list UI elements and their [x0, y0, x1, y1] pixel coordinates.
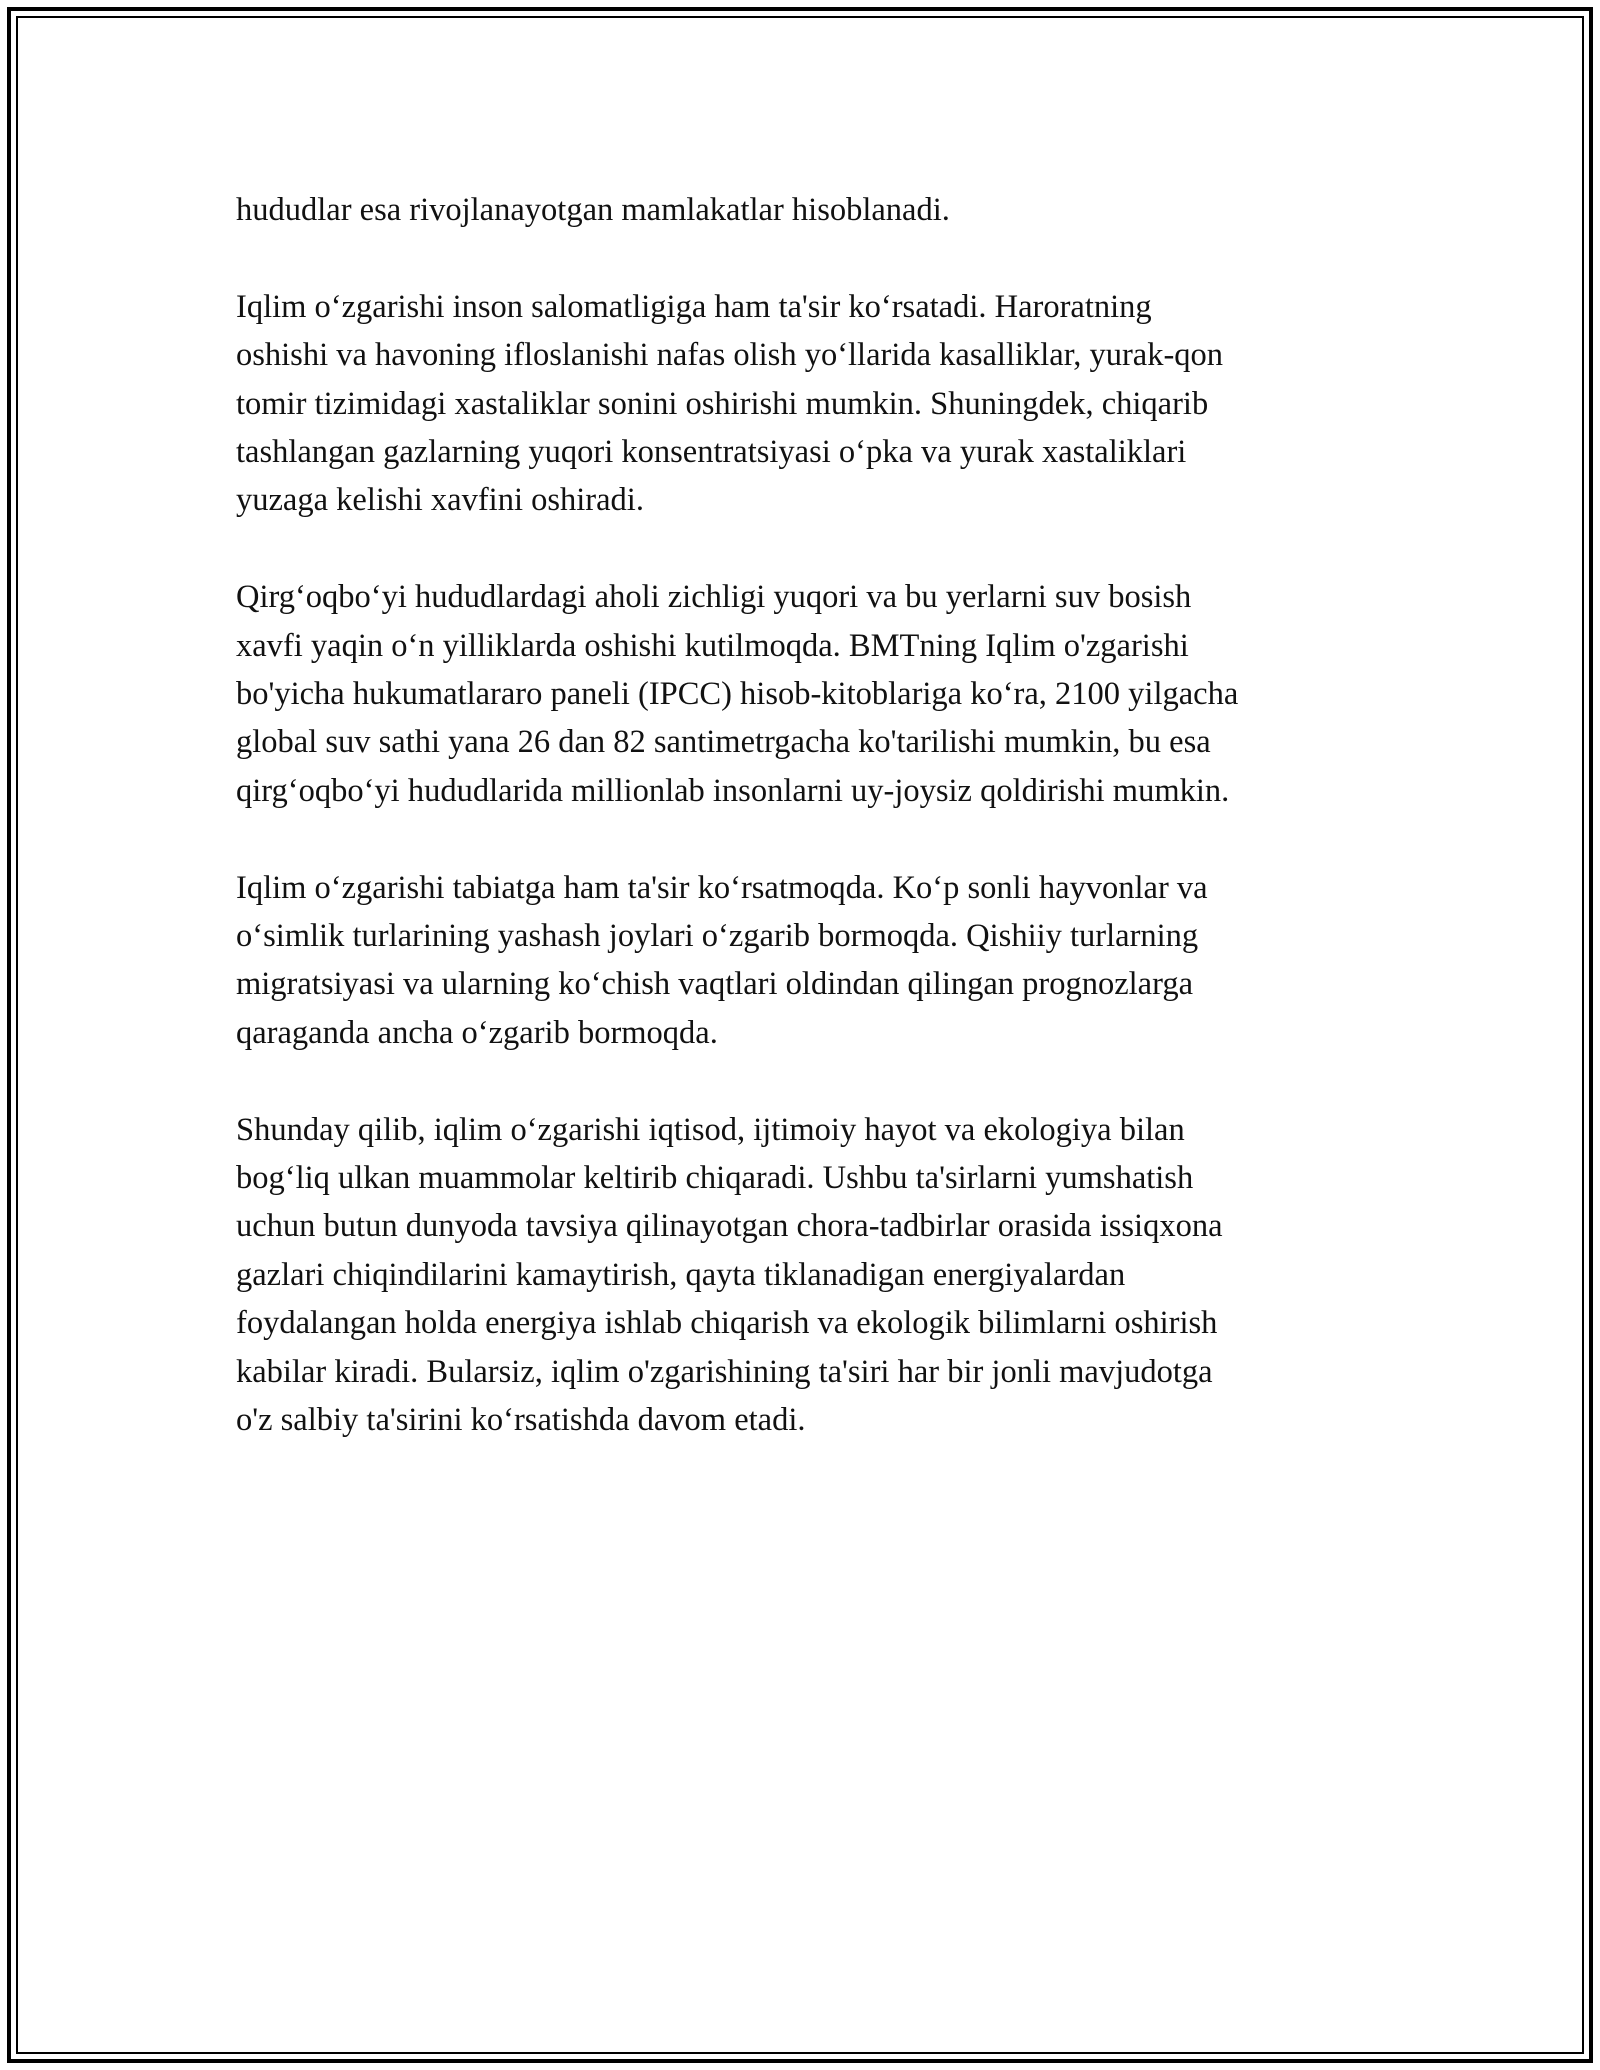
text-line: foydalangan holda energiya ishlab chiqarish va ekologik bilimlarni oshirish — [236, 1305, 1218, 1342]
text-line: o‘simlik turlarining yashash joylari o‘zgarib bormoqda. Qishiiy turlarning — [236, 918, 1199, 955]
text-line: bog‘liq ulkan muammolar keltirib chiqaradi. Ushbu ta'sirlarni yumshatish — [236, 1160, 1194, 1197]
text-line: Iqlim o‘zgarishi tabiatga ham ta'sir ko‘rsatmoqda. Ko‘p sonli hayvonlar va — [236, 869, 1208, 906]
text-line: Qirg‘oqbo‘yi hududlardagi aholi zichligi yuqori va bu yerlarni suv bosish — [236, 579, 1192, 616]
text-line: uchun butun dunyoda tavsiya qilinayotgan chora-tadbirlar orasida issiqxona — [236, 1208, 1223, 1245]
paragraph-4 — [236, 864, 1386, 1058]
text-line: Iqlim o‘zgarishi inson salomatligiga ham ta'sir ko‘rsatadi. Haroratning — [236, 288, 1152, 325]
paragraph-2 — [236, 283, 1386, 525]
text-line: qaraganda ancha o‘zgarib bormoqda. — [236, 1014, 718, 1051]
text-line: yuzaga kelishi xavfini oshiradi. — [236, 482, 644, 519]
text-line: migratsiyasi va ularning ko‘chish vaqtlari oldindan qilingan prognozlarga — [236, 966, 1194, 1003]
text-line: qirg‘oqbo‘yi hududlarida millionlab insonlarni uy-joysiz qoldirishi mumkin. — [236, 772, 1230, 809]
text-line: tomir tizimidagi xastaliklar sonini oshirishi mumkin. Shuningdek, chiqarib — [236, 385, 1209, 422]
text-line: kabilar kiradi. Bularsiz, iqlim o'zgarishining ta'siri har bir jonli mavjudotga — [236, 1353, 1213, 1390]
text-line: gazlari chiqindilarini kamaytirish, qayta tiklanadigan energiyalardan — [236, 1256, 1126, 1293]
paragraph-5 — [236, 1106, 1386, 1445]
text-line: oshishi va havoning ifloslanishi nafas olish yo‘llarida kasalliklar, yurak-qon — [236, 337, 1224, 374]
text-line: global suv sathi yana 26 dan 82 santimetrgacha ko'tarilishi mumkin, bu esa — [236, 724, 1211, 761]
text-line: bo'yicha hukumatlararo paneli (IPCC) hisob-kitoblariga ko‘ra, 2100 yilgacha — [236, 676, 1239, 713]
text-line: Shunday qilib, iqlim o‘zgarishi iqtisod, ijtimoiy hayot va ekologiya bilan — [236, 1111, 1185, 1148]
document-body — [236, 186, 1386, 1493]
text-line: hududlar esa rivojlanayotgan mamlakatlar hisoblanadi. — [236, 192, 950, 228]
text-line: xavfi yaqin o‘n yilliklarda oshishi kutilmoqda. BMTning Iqlim o'zgarishi — [236, 627, 1189, 664]
paragraph-1 — [236, 186, 1386, 234]
paragraph-3 — [236, 573, 1386, 815]
text-line: tashlangan gazlarning yuqori konsentratsiyasi o‘pka va yurak xastaliklari — [236, 434, 1187, 471]
text-line: o'z salbiy ta'sirini ko‘rsatishda davom etadi. — [236, 1402, 806, 1439]
